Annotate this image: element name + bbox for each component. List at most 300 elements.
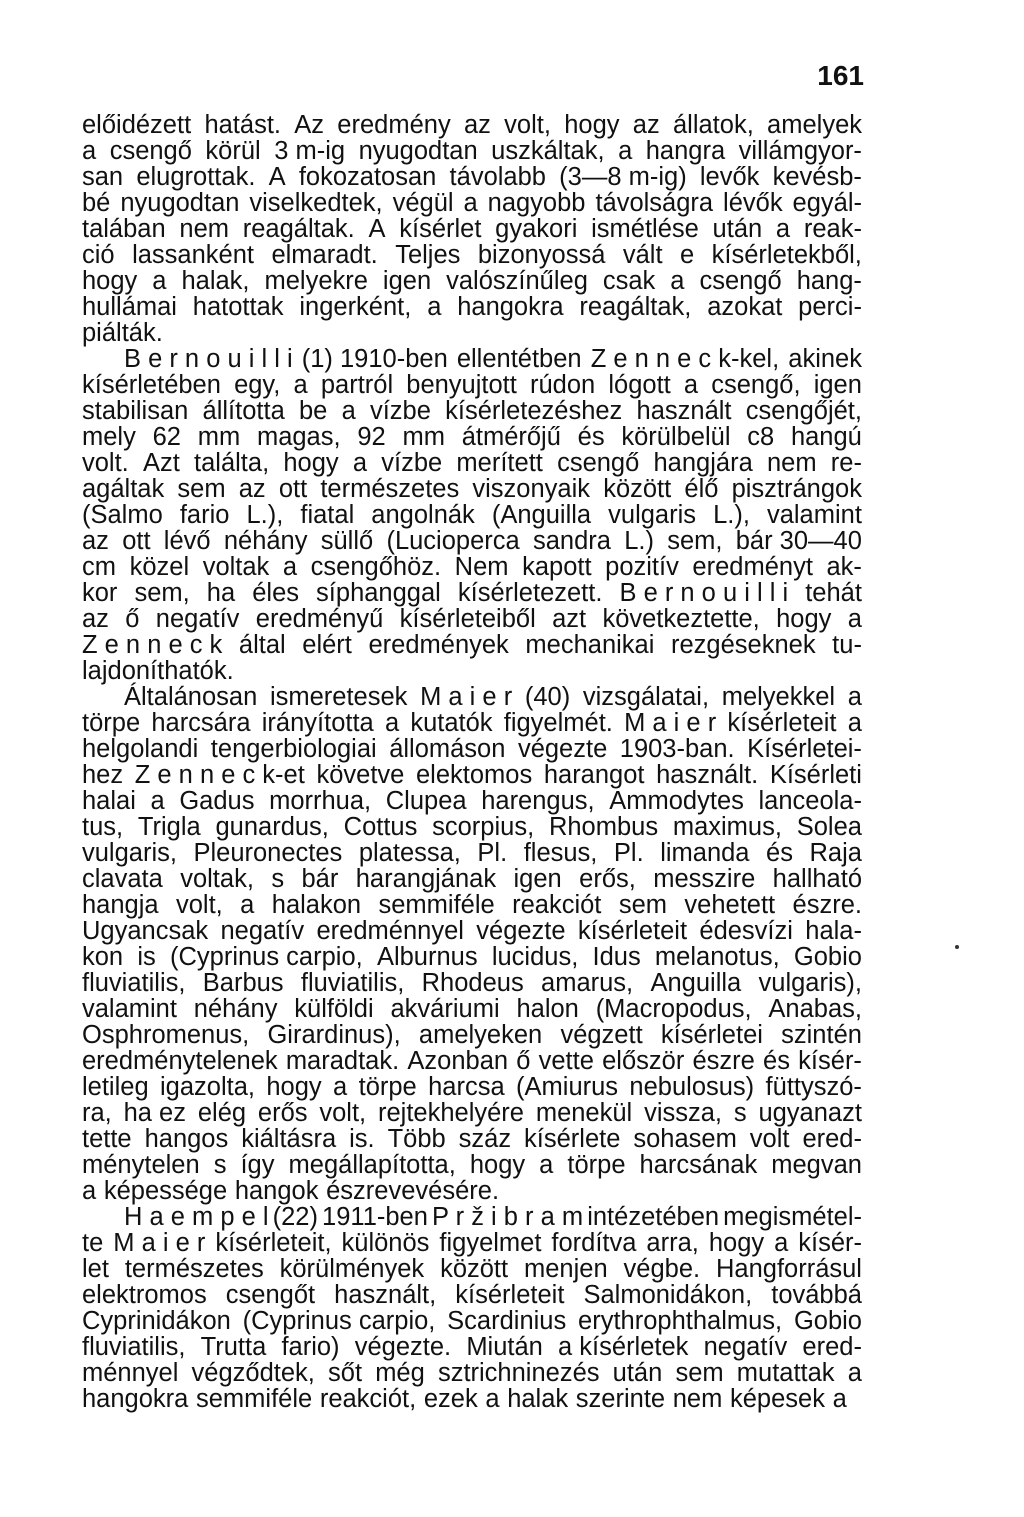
word: sem <box>618 891 667 919</box>
word: L.) <box>624 527 654 555</box>
text-line <box>82 1100 862 1126</box>
word: erős, <box>579 865 636 893</box>
word: erős <box>257 1099 308 1127</box>
word: így <box>240 1151 275 1179</box>
word: végbe. <box>623 1255 701 1283</box>
word: csengőjét, <box>745 397 862 425</box>
word: morrhua, <box>269 787 372 815</box>
word: rejtekhelyére <box>377 1099 524 1127</box>
word: Nem <box>454 553 509 581</box>
text-line <box>82 710 862 736</box>
word: fluviatilis, <box>82 1333 186 1361</box>
word: a <box>384 709 400 737</box>
word: fario <box>179 501 230 529</box>
text-line <box>82 762 862 788</box>
word: Barbus <box>202 969 284 997</box>
word: a <box>683 371 699 399</box>
word: Girardinus), <box>267 1021 401 1049</box>
word: voltak, <box>180 865 254 893</box>
word: és <box>766 839 793 867</box>
word: flesus, <box>523 839 598 867</box>
text-line <box>82 1152 862 1178</box>
text-line <box>82 138 862 164</box>
word: ra, <box>82 1099 112 1127</box>
word: (1) 1910-ben <box>301 345 448 373</box>
word: csengőt <box>225 1281 316 1309</box>
word: természetes <box>124 1255 264 1283</box>
word: sztrichninezés <box>437 1359 600 1387</box>
word: reak- <box>803 215 862 243</box>
body-text <box>82 112 862 1412</box>
word: eredménytelenek <box>82 1047 278 1075</box>
word: kísérleteit <box>455 1281 565 1309</box>
word: egy, <box>234 371 281 399</box>
word: állította <box>202 397 285 425</box>
word: rúdon <box>530 371 596 399</box>
word: kor <box>82 579 118 607</box>
word: harangot <box>543 761 645 789</box>
word: Gobio <box>793 943 862 971</box>
word: csengőhöz. <box>310 553 442 581</box>
word: a kísérletek <box>558 1333 689 1361</box>
word: volt. <box>82 449 129 477</box>
word: kísérleteiből <box>399 605 536 633</box>
word: megvan <box>771 1151 862 1179</box>
word: a <box>774 1229 789 1257</box>
word: lógott <box>608 371 671 399</box>
word: tette <box>82 1125 132 1153</box>
word: ménytelen <box>82 1151 200 1179</box>
word: H a e m p e l <box>124 1203 269 1231</box>
word: M a i e r <box>113 1229 206 1257</box>
word: hatottak <box>192 293 284 321</box>
word: let <box>82 1255 109 1283</box>
word: Azonban <box>407 1047 509 1075</box>
word: bár <box>301 865 339 893</box>
word: Salmonidákon, <box>583 1281 753 1309</box>
text-line <box>82 1334 862 1360</box>
word: hatást. <box>204 111 281 139</box>
word: végezte <box>476 917 566 945</box>
word: körülbelül <box>621 423 731 451</box>
text-line <box>82 1178 862 1204</box>
word: ugyanazt <box>758 1099 862 1127</box>
word: vissza, <box>644 1099 722 1127</box>
word: negatív <box>155 605 240 633</box>
word: hogy <box>469 1151 526 1179</box>
text-line <box>82 554 862 580</box>
word: magas, <box>256 423 341 451</box>
word: 3 m-ig <box>274 137 346 165</box>
word: csengő, <box>711 371 801 399</box>
word: Raja <box>809 839 862 867</box>
text-line <box>82 476 862 502</box>
word: igen <box>513 865 562 893</box>
text-line <box>82 866 862 892</box>
word: harcsa <box>428 1073 505 1101</box>
word: a <box>485 1385 500 1413</box>
word: süllő <box>320 527 374 555</box>
word: negatív <box>703 1333 788 1361</box>
word: elég <box>197 1099 247 1127</box>
word: amelyek <box>767 111 862 139</box>
word: kísér- <box>798 1047 862 1075</box>
word: a <box>775 215 791 243</box>
word: 1911-ben <box>322 1203 428 1231</box>
text-line <box>82 606 862 632</box>
word: képessége <box>103 1177 228 1205</box>
word: közel <box>129 553 190 581</box>
text-line <box>82 580 862 606</box>
word: vulgaris), <box>758 969 862 997</box>
word: harcsára <box>151 709 251 737</box>
word: figyelmét. <box>503 709 613 737</box>
word: nem <box>766 449 817 477</box>
word: azt <box>552 605 587 633</box>
word: B e r n o u i l l i <box>619 579 789 607</box>
word: a <box>847 1359 862 1387</box>
text-line <box>82 1048 862 1074</box>
word: az <box>238 475 266 503</box>
word: Scardinius <box>447 1307 567 1335</box>
word: Az <box>294 111 325 139</box>
word: (Lucioperca <box>386 527 520 555</box>
word: s <box>271 865 285 893</box>
word: távolságra <box>595 189 714 217</box>
word: (Cyprinus carpio, <box>169 943 363 971</box>
word: következtette, <box>602 605 760 633</box>
word: átmérőjű <box>461 423 561 451</box>
word: eredménnyel <box>316 917 464 945</box>
word: (Anguilla <box>491 501 592 529</box>
word: a <box>82 137 97 165</box>
text-line <box>82 814 862 840</box>
word: Anabas, <box>768 995 862 1023</box>
word: hogy <box>283 449 339 477</box>
word: harcsának <box>639 1151 758 1179</box>
word: valamint <box>82 995 177 1023</box>
word: te <box>82 1229 104 1257</box>
word: limanda <box>660 839 750 867</box>
word: pisztrángok <box>731 475 862 503</box>
word: vízbe <box>381 449 443 477</box>
word: azokat <box>707 293 783 321</box>
word: néhány <box>223 527 308 555</box>
word: hangja <box>82 891 159 919</box>
word: helgolandi <box>82 735 199 763</box>
word: (Amiurus <box>516 1073 619 1101</box>
word: (Macropodus, <box>595 995 752 1023</box>
word: csak <box>602 267 656 295</box>
text-line <box>82 658 862 684</box>
word: élő <box>684 475 719 503</box>
word: a <box>847 709 862 737</box>
word: a <box>240 891 255 919</box>
word: lévő <box>163 527 211 555</box>
word: vulgaris, <box>82 839 177 867</box>
word: M a i e r <box>624 709 717 737</box>
text-line <box>82 1074 862 1100</box>
word: éles <box>252 579 299 607</box>
word: nem <box>672 1385 723 1413</box>
word: gunardus, <box>215 813 329 841</box>
word: bé <box>82 189 111 217</box>
word: nebulosus) <box>629 1073 755 1101</box>
word: végzett <box>560 1021 643 1049</box>
word: re- <box>830 449 862 477</box>
word: hallható <box>772 865 862 893</box>
text-line <box>82 944 862 970</box>
word: 1903-ban. <box>619 735 735 763</box>
word: kísérletekből, <box>711 241 862 269</box>
word: melyekkel <box>721 683 836 711</box>
word: Rhodeus <box>421 969 524 997</box>
word: a <box>82 1177 97 1205</box>
word: A <box>368 215 386 243</box>
word: lévők <box>723 189 783 217</box>
word: végződtek, <box>191 1359 315 1387</box>
word: egyál- <box>792 189 862 217</box>
word: letileg <box>82 1073 149 1101</box>
word: természetes <box>320 475 460 503</box>
word: Kísérletei- <box>747 735 862 763</box>
word: ezek <box>423 1385 478 1413</box>
word: vette <box>538 1047 594 1075</box>
word: különös <box>341 1229 430 1257</box>
word: hangjára <box>653 449 753 477</box>
word: ismeretesek <box>269 683 408 711</box>
word: tengerbiologiai <box>210 735 377 763</box>
word: fokozatosan <box>298 163 437 191</box>
text-line <box>82 164 862 190</box>
word: eredményt <box>692 553 813 581</box>
text-line <box>82 632 862 658</box>
word: az <box>82 605 109 633</box>
text-line <box>82 970 862 996</box>
word: sem <box>177 475 226 503</box>
word: Általánosan <box>124 683 258 711</box>
text-line <box>82 424 862 450</box>
text-line <box>82 1256 862 1282</box>
word: c8 <box>747 423 775 451</box>
word: L.), <box>246 501 284 529</box>
word: között <box>603 475 672 503</box>
word: vehetett <box>684 891 776 919</box>
word: menjen <box>524 1255 608 1283</box>
word: menekül <box>535 1099 633 1127</box>
word: kísérletezéshez <box>445 397 623 425</box>
text-line <box>82 294 862 320</box>
word: kapott <box>522 553 592 581</box>
text-line <box>82 1022 862 1048</box>
word: pozitív <box>605 553 679 581</box>
word: fluviatilis, <box>300 969 405 997</box>
word: (3—8 m-ig) <box>559 163 687 191</box>
word: körülmények <box>279 1255 425 1283</box>
word: negatív <box>220 917 305 945</box>
word: végül <box>392 189 454 217</box>
word: hala- <box>805 917 862 945</box>
text-line <box>82 996 862 1022</box>
word: halak, <box>181 267 250 295</box>
word: volt <box>749 1125 790 1153</box>
text-line <box>82 450 862 476</box>
word: valamint <box>766 501 862 529</box>
word: kísérlete <box>524 1125 621 1153</box>
word: nyugodtan <box>358 137 478 165</box>
text-line <box>82 268 862 294</box>
word: rezgéseknek <box>670 631 816 659</box>
word: s <box>733 1099 747 1127</box>
text-line <box>82 398 862 424</box>
word: L.), <box>713 501 750 529</box>
text-line <box>82 788 862 814</box>
word: Kísérleti <box>769 761 862 789</box>
word: hangos <box>144 1125 229 1153</box>
word: erythrophthalmus, <box>578 1307 783 1335</box>
word: még <box>375 1359 425 1387</box>
word: maradtak. <box>285 1047 400 1075</box>
word: elmaradt. <box>271 241 378 269</box>
word: végezte <box>517 735 608 763</box>
word: az <box>463 111 491 139</box>
word: sandra <box>532 527 611 555</box>
word: stabilisan <box>82 397 189 425</box>
word: sem, <box>134 579 190 607</box>
word: használt. <box>656 761 759 789</box>
word: igazolta, <box>160 1073 255 1101</box>
word: akváriumi <box>390 995 500 1023</box>
word: kiáltásra <box>241 1125 337 1153</box>
text-line <box>82 346 862 372</box>
word: hang- <box>796 267 862 295</box>
word: a <box>463 189 478 217</box>
word: használt <box>636 397 732 425</box>
word: hogy <box>776 605 832 633</box>
word: a <box>150 787 165 815</box>
word: megismétel- <box>723 1203 862 1231</box>
word: az <box>82 527 109 555</box>
word: Trigla <box>137 813 201 841</box>
word: végezte. <box>354 1333 452 1361</box>
text-line <box>82 1386 862 1412</box>
word: ered- <box>802 1125 862 1153</box>
word: a <box>152 267 167 295</box>
word: édesvízi <box>699 917 793 945</box>
word: volt, <box>175 891 223 919</box>
word: semmiféle <box>195 1385 313 1413</box>
word: talában <box>82 215 166 243</box>
word: vulgaris <box>608 501 697 529</box>
word: a <box>352 449 368 477</box>
word: merített <box>456 449 543 477</box>
word: kísérletezett. <box>457 579 603 607</box>
word: a <box>539 1151 554 1179</box>
word: megállapította, <box>288 1151 456 1179</box>
word: hogy <box>564 111 620 139</box>
text-line <box>82 216 862 242</box>
word: lucidus, <box>491 943 579 971</box>
text-line <box>82 840 862 866</box>
text-line <box>82 1230 862 1256</box>
word: Gobio <box>793 1307 862 1335</box>
word: viselkedtek, <box>249 189 383 217</box>
word: voltak <box>202 553 270 581</box>
print-speck <box>955 945 959 949</box>
word: észrevevésére. <box>326 1177 500 1205</box>
word: sohasem <box>633 1125 737 1153</box>
word: fluviatilis, <box>82 969 186 997</box>
word: harengus, <box>481 787 595 815</box>
word: is. <box>349 1125 375 1153</box>
word: platessa, <box>358 839 461 867</box>
word: sem <box>675 1359 724 1387</box>
word: szintén <box>781 1021 862 1049</box>
word: lassanként <box>132 241 254 269</box>
word: reagáltak. <box>242 215 355 243</box>
word: Teljes <box>395 241 461 269</box>
word: ellentétben <box>456 345 582 373</box>
word: P r ž i b r a m <box>431 1203 584 1231</box>
word: a <box>832 1385 847 1413</box>
word: hez <box>82 761 124 789</box>
word: elektromos <box>82 1281 207 1309</box>
word: tus, <box>82 813 124 841</box>
word: Azt <box>142 449 180 477</box>
word: találta, <box>194 449 270 477</box>
word: halai <box>82 787 136 815</box>
text-line <box>82 1282 862 1308</box>
text-line <box>82 528 862 554</box>
word: Z e n n e c k-et <box>134 761 305 789</box>
word: lajdoníthatók. <box>82 657 234 685</box>
word: követve <box>316 761 405 789</box>
word: mechanikai <box>525 631 655 659</box>
word: Osphromenus, <box>82 1021 250 1049</box>
word: Clupea <box>385 787 467 815</box>
word: előidézett <box>82 111 192 139</box>
word: valószínűleg <box>446 267 588 295</box>
word: a <box>333 1073 348 1101</box>
word: ott <box>122 527 151 555</box>
word: akinek <box>788 345 862 373</box>
word: kísérleteit, <box>215 1229 332 1257</box>
text-line <box>82 684 862 710</box>
word: csengő <box>699 267 782 295</box>
word: Idus <box>592 943 641 971</box>
word: kevésb- <box>772 163 862 191</box>
word: eredményű <box>255 605 384 633</box>
word: törpe <box>358 1073 417 1101</box>
text-line <box>82 1360 862 1386</box>
word: először <box>602 1047 685 1075</box>
word: vízbe <box>369 397 431 425</box>
word: viszonyaik <box>472 475 591 503</box>
text-line <box>82 112 862 138</box>
word: benyujtott <box>406 371 517 399</box>
word: hogy <box>708 1229 765 1257</box>
word: Cyprinidákon <box>82 1307 231 1335</box>
text-line <box>82 242 862 268</box>
word: Miután <box>466 1333 543 1361</box>
text-line <box>82 320 862 346</box>
word: távolabb <box>449 163 546 191</box>
word: hogy <box>266 1073 322 1101</box>
word: mm <box>402 423 445 451</box>
word: használt, <box>334 1281 437 1309</box>
word: Ugyancsak <box>82 917 209 945</box>
word: tehát <box>805 579 862 607</box>
